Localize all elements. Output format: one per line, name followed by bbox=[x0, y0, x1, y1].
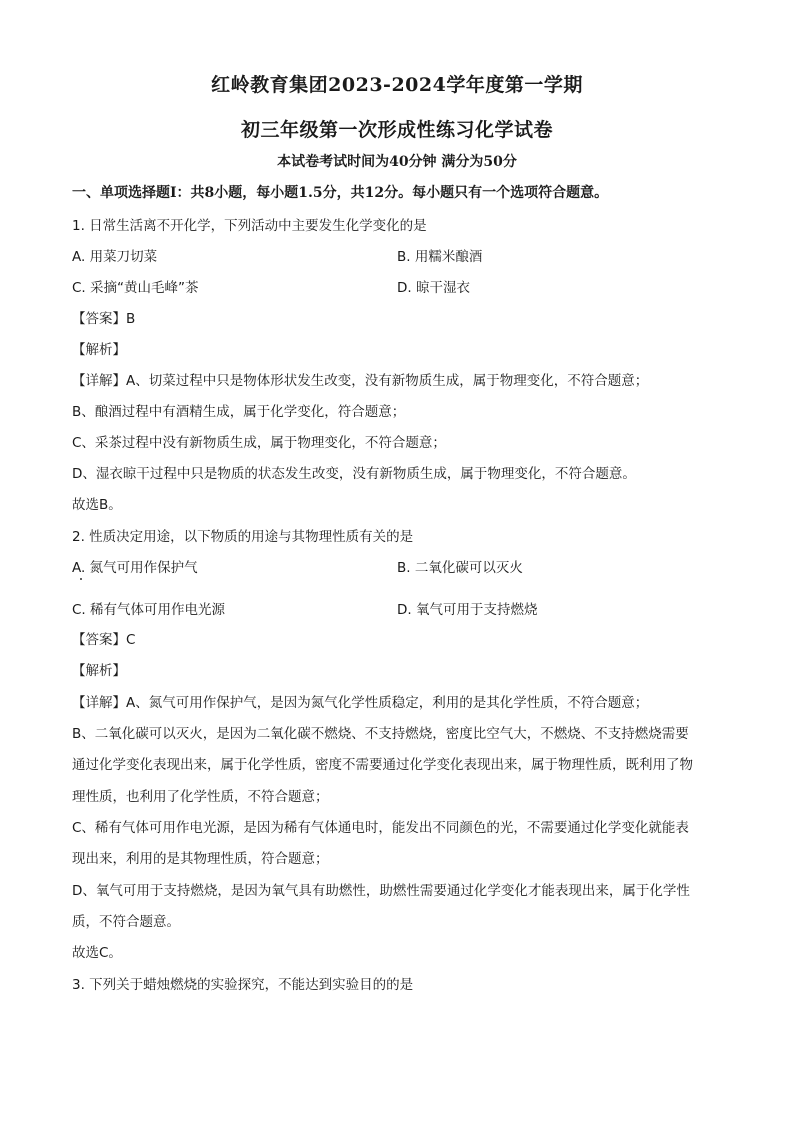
question-1-detail-a: 【详解】A、切菜过程中只是物体形状发生改变，没有新物质生成，属于物理变化，不符合题意； bbox=[72, 373, 649, 389]
section-heading: 一、单项选择题Ⅰ：共8小题，每小题1.5分，共12分。每小题只有一个选项符合题意。 bbox=[72, 185, 609, 201]
question-2-detail-a: 【详解】A、氮气可用作保护气，是因为氮气化学性质稳定，利用的是其化学性质，不符合题意； bbox=[72, 695, 649, 711]
question-3-stem: 3. 下列关于蜡烛燃烧的实验探究，不能达到实验目的的是 bbox=[72, 977, 414, 993]
question-2-detail-d-line1: D、氧气可用于支持燃烧，是因为氧气具有助燃性，助燃性需要通过化学变化才能表现出来，属于化学性 bbox=[72, 883, 690, 899]
question-2-detail-b-line3: 理性质，也利用了化学性质，不符合题意； bbox=[72, 789, 329, 805]
exam-subtitle: 初三年级第一次形成性练习化学试卷 bbox=[240, 119, 553, 141]
question-1-analysis-label: 【解析】 bbox=[72, 342, 126, 358]
question-2-stem: 2. 性质决定用途，以下物质的用途与其物理性质有关的是 bbox=[72, 529, 414, 545]
question-2-detail-b-line1: B、二氧化碳可以灭火，是因为二氧化碳不燃烧、不支持燃烧，密度比空气大，不燃烧、不支持燃烧需要 bbox=[72, 726, 689, 742]
question-1-detail-c: C、采茶过程中没有新物质生成，属于物理变化，不符合题意； bbox=[72, 435, 446, 451]
question-2-detail-c-line1: C、稀有气体可用作电光源，是因为稀有气体通电时，能发出不同颜色的光，不需要通过化学变化就能表 bbox=[72, 820, 689, 836]
question-1-option-b: B. 用糯米酿酒 bbox=[397, 249, 483, 265]
question-2-option-b: B. 二氧化碳可以灭火 bbox=[397, 560, 523, 576]
question-1-detail-b: B、酿酒过程中有酒精生成，属于化学变化，符合题意； bbox=[72, 404, 406, 420]
question-1-option-c: C. 采摘“黄山毛峰”茶 bbox=[72, 280, 199, 296]
question-1-option-d: D. 晾干湿衣 bbox=[397, 280, 470, 296]
question-1-conclusion: 故选B。 bbox=[72, 497, 122, 513]
exam-title: 红岭教育集团2023-2024学年度第一学期 bbox=[211, 74, 583, 96]
question-2-answer: 【答案】C bbox=[72, 632, 136, 648]
question-2-option-a: A. 氮气可用作保护气 bbox=[72, 560, 198, 576]
question-1-option-a: A. 用菜刀切菜 bbox=[72, 249, 158, 265]
question-2-conclusion: 故选C。 bbox=[72, 945, 122, 961]
question-1-detail-d: D、湿衣晾干过程中只是物质的状态发生改变，没有新物质生成，属于物理变化，不符合题意。 bbox=[72, 466, 636, 482]
question-1-answer: 【答案】B bbox=[72, 311, 136, 327]
question-2-analysis-label: 【解析】 bbox=[72, 663, 126, 679]
question-2-detail-c-line2: 现出来，利用的是其物理性质，符合题意； bbox=[72, 851, 329, 867]
question-2-option-c: C. 稀有气体可用作电光源 bbox=[72, 602, 226, 618]
question-2-detail-b-line2: 通过化学变化表现出来，属于化学性质，密度不需要通过化学变化表现出来，属于物理性质，既利用了物 bbox=[72, 757, 693, 773]
question-1-stem: 1. 日常生活离不开化学，下列活动中主要发生化学变化的是 bbox=[72, 218, 427, 234]
stray-dot-mark bbox=[80, 578, 82, 580]
exam-info: 本试卷考试时间为40分钟 满分为50分 bbox=[277, 154, 517, 170]
question-2-option-d: D. 氧气可用于支持燃烧 bbox=[397, 602, 538, 618]
question-2-detail-d-line2: 质，不符合题意。 bbox=[72, 914, 180, 930]
